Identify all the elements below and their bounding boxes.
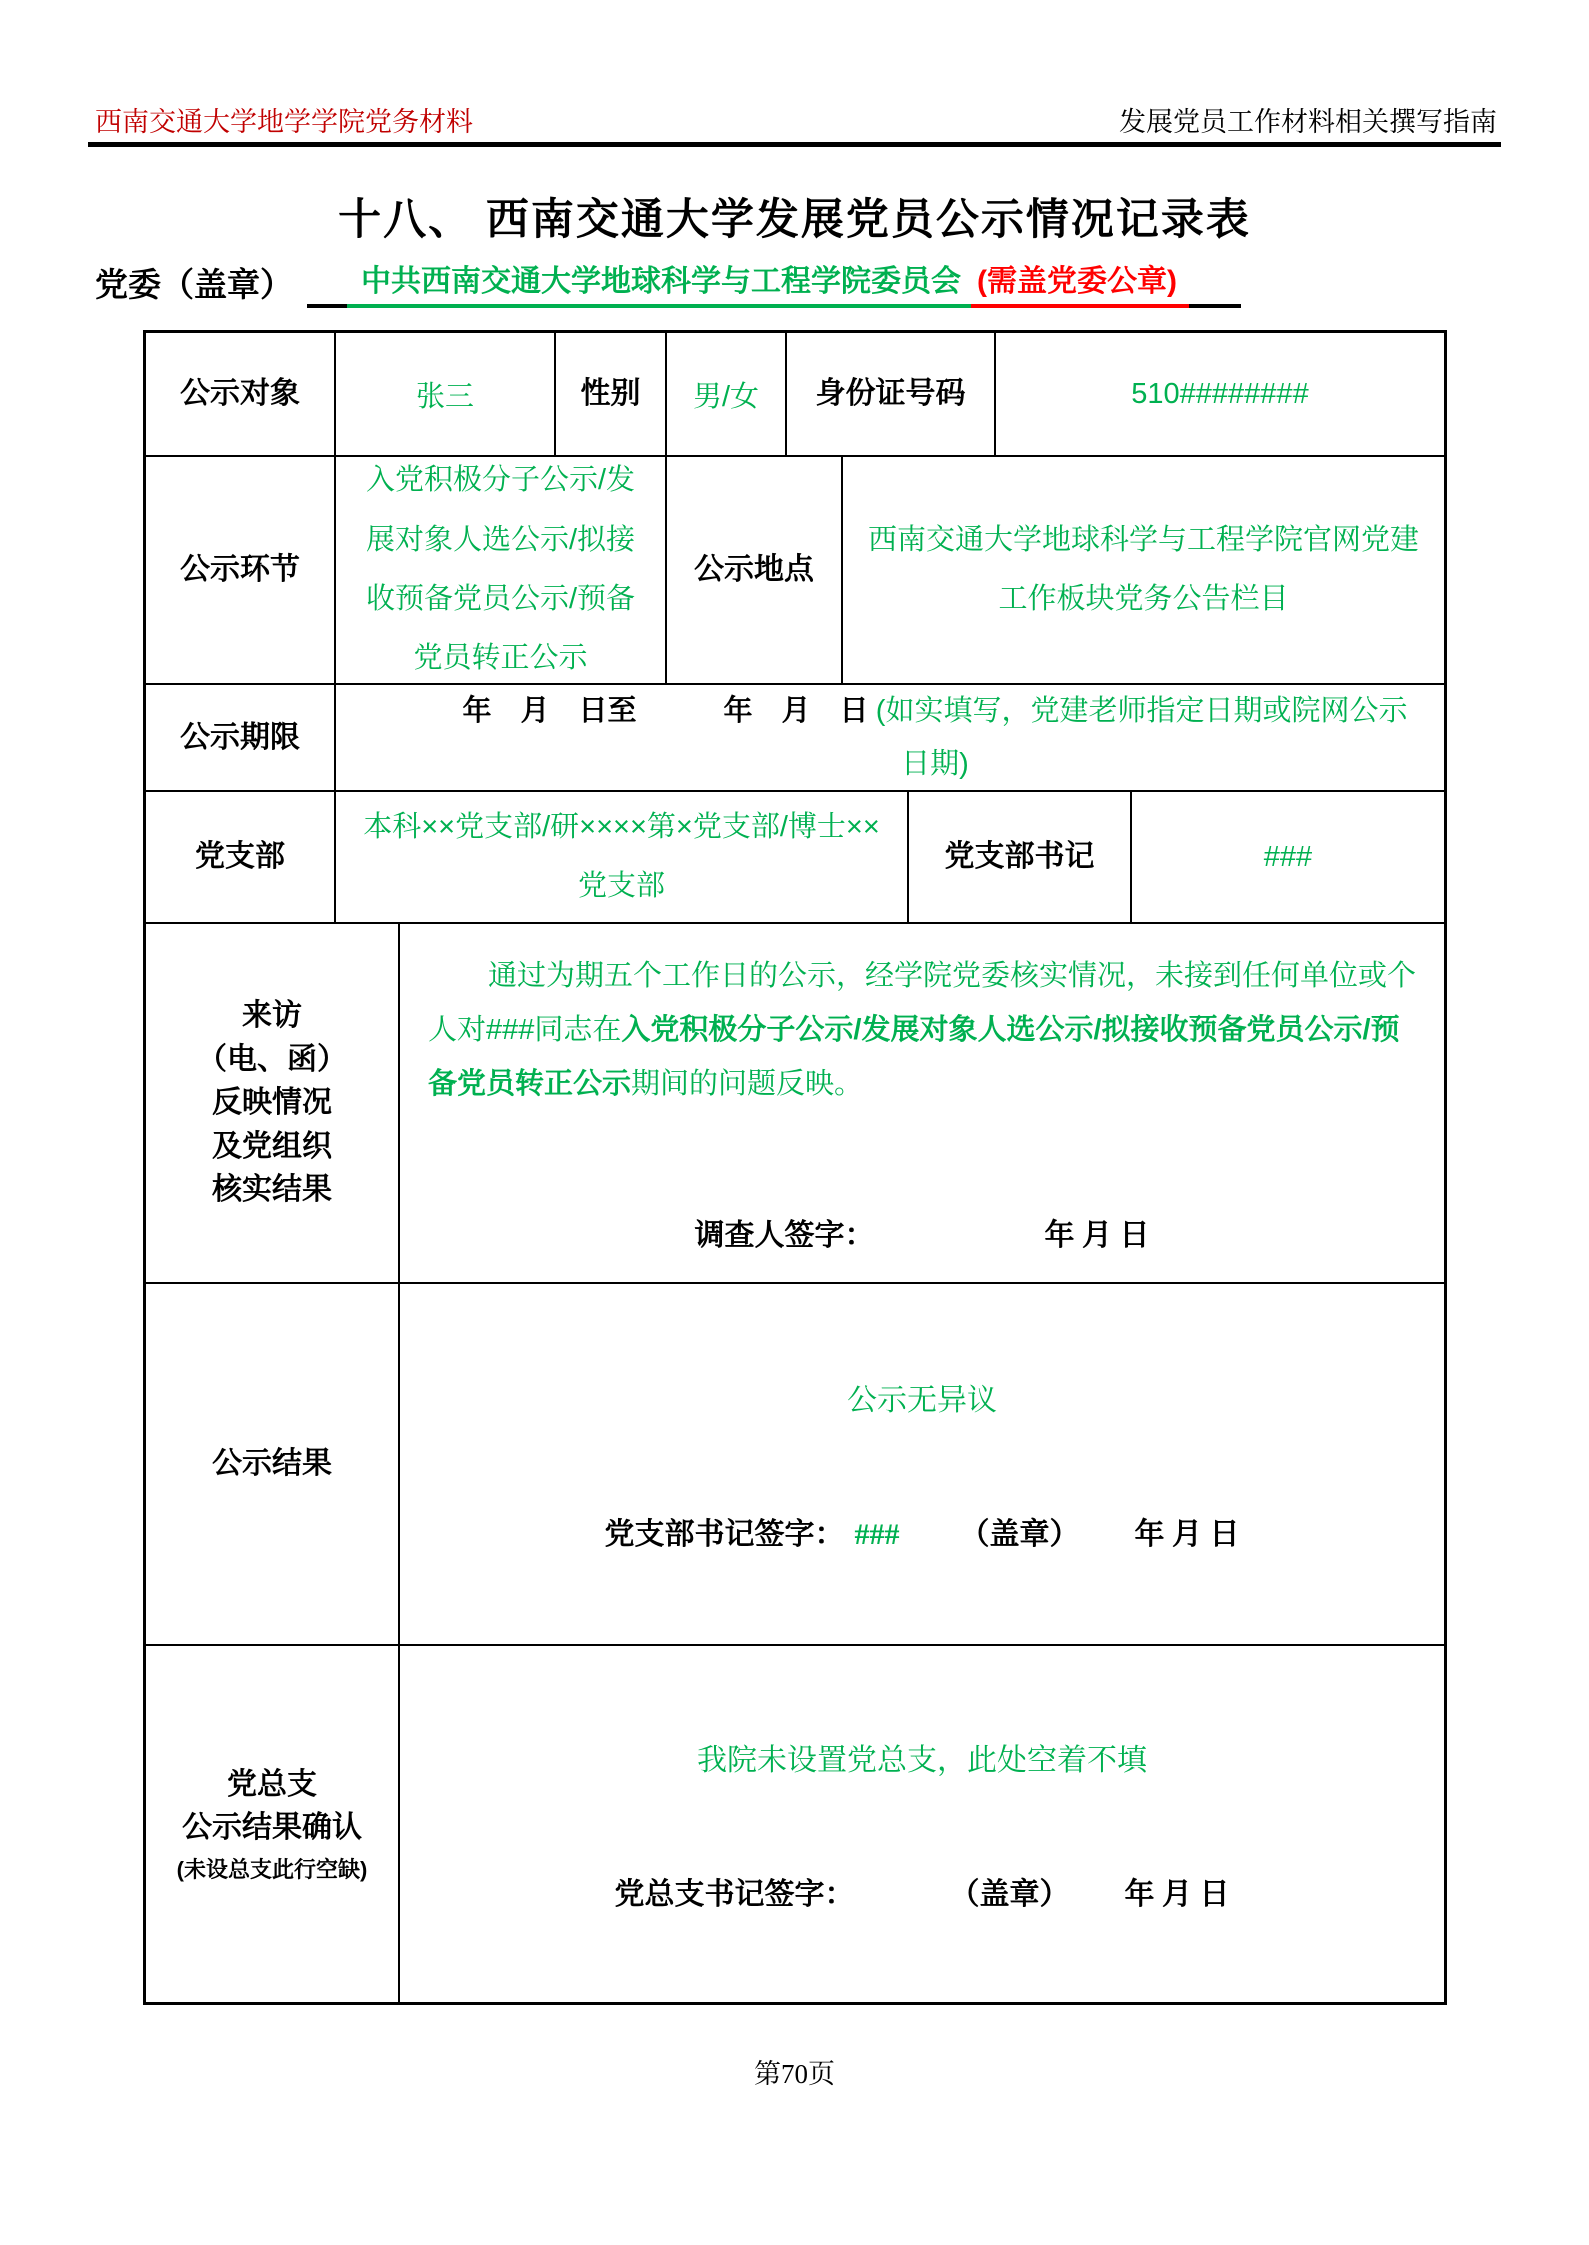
general-branch-content [398, 1646, 1444, 2002]
general-branch-label-note: (未设总支此行空缺) [176, 1856, 368, 1882]
gender-value: 男/女 [665, 333, 785, 455]
branch-secretary-sign-value: ### [854, 1518, 900, 1552]
publicity-record-table [143, 330, 1447, 2005]
branch-secretary-value: ### [1130, 792, 1444, 922]
table-row-stage-location [146, 455, 1444, 683]
period-note: (如实填写，党建老师指定日期或院网公示日期) [875, 695, 1408, 780]
page-number: 第70页 [754, 2059, 835, 2089]
location-value: 西南交通大学地球科学与工程学院官网党建工作板块党务公告栏目 [841, 457, 1444, 683]
branch-value: 本科××党支部/研××××第×党支部/博士××党支部 [334, 792, 907, 922]
id-number-label: 身份证号码 [785, 333, 994, 455]
seal-required-note: (需盖党委公章) [971, 256, 1189, 308]
general-branch-note: 我院未设置党总支，此处空着不填 [697, 1744, 1147, 1778]
underline-tail [1189, 304, 1241, 308]
gender-label: 性别 [554, 333, 665, 455]
location-label: 公示地点 [665, 457, 841, 683]
stage-value: 入党积极分子公示/发展对象人选公示/拟接收预备党员公示/预备党员转正公示 [334, 457, 665, 683]
feedback-label-line3: 反映情况 [212, 1086, 332, 1120]
id-number-value: 510######## [994, 333, 1444, 455]
result-label: 公示结果 [212, 1447, 332, 1481]
general-branch-label-line2: 公示结果确认 [182, 1811, 362, 1845]
committee-seal-label: 党委（盖章） [95, 268, 293, 304]
investigator-sign-date: 年 月 日 [1044, 1219, 1150, 1252]
feedback-text-2: 期间的问题反映。 [631, 1067, 864, 1100]
feedback-label-line2: （电、函） [197, 1042, 347, 1076]
stage-label: 公示环节 [180, 553, 300, 587]
feedback-label-line1: 来访 [242, 999, 302, 1033]
investigator-sign-label: 调查人签字： [694, 1219, 875, 1252]
feedback-paragraph [400, 924, 1444, 1112]
branch-secretary-sign-date: 年 月 日 [1134, 1518, 1240, 1552]
period-date-blanks: 年 月 日至 年 月 日 [462, 695, 876, 728]
general-branch-sign-line [615, 1869, 1230, 1913]
page-title: 十八、 西南交通大学发展党员公示情况记录表 [338, 197, 1251, 244]
subject-label: 公示对象 [180, 377, 300, 411]
header-right-text: 发展党员工作材料相关撰写指南 [1119, 107, 1497, 137]
general-branch-seal: （盖章） [964, 1877, 1070, 1911]
table-row-feedback [146, 922, 1444, 1282]
general-branch-label-line1: 党总支 [227, 1767, 317, 1801]
branch-label: 党支部 [195, 840, 285, 874]
feedback-text-1: 通过为期五个工作日的公示，经学院党委核实情况，未接到任何单位或个人对###同志在 [428, 960, 1417, 1046]
general-branch-sign-label: 党总支书记签字： [614, 1877, 855, 1911]
committee-seal-line [95, 256, 1241, 308]
branch-secretary-seal: （盖章） [959, 1518, 1080, 1552]
underline-lead [307, 304, 347, 308]
branch-secretary-sign-label: 党支部书记签字： [604, 1518, 845, 1552]
feedback-label [146, 924, 398, 1282]
result-content [398, 1284, 1444, 1644]
table-row-general-branch [146, 1644, 1444, 2002]
branch-secretary-sign-line [605, 1509, 1240, 1553]
general-branch-sign-date: 年 月 日 [1124, 1877, 1230, 1911]
feedback-text-bold: 入党积极分子公示/发展对象人选公示/拟接收预备党员公示/预备党员转正公示 [428, 1013, 1400, 1100]
table-row-subject [146, 333, 1444, 455]
feedback-content [398, 924, 1444, 1282]
table-row-period [146, 683, 1444, 790]
subject-value: 张三 [334, 333, 554, 455]
page-header [95, 100, 1497, 139]
committee-name: 中共西南交通大学地球科学与工程学院委员会 [347, 256, 971, 308]
table-row-result [146, 1282, 1444, 1644]
feedback-label-line5: 核实结果 [212, 1173, 332, 1207]
header-rule [88, 142, 1501, 147]
period-value [334, 685, 1444, 790]
header-left-text: 西南交通大学地学学院党务材料 [95, 107, 473, 137]
result-value: 公示无异议 [847, 1383, 997, 1417]
investigator-sign-line [400, 1210, 1444, 1254]
feedback-label-line4: 及党组织 [212, 1129, 332, 1163]
table-row-branch [146, 790, 1444, 922]
general-branch-label [146, 1646, 398, 2002]
period-label: 公示期限 [180, 720, 300, 754]
branch-secretary-label: 党支部书记 [907, 792, 1130, 922]
